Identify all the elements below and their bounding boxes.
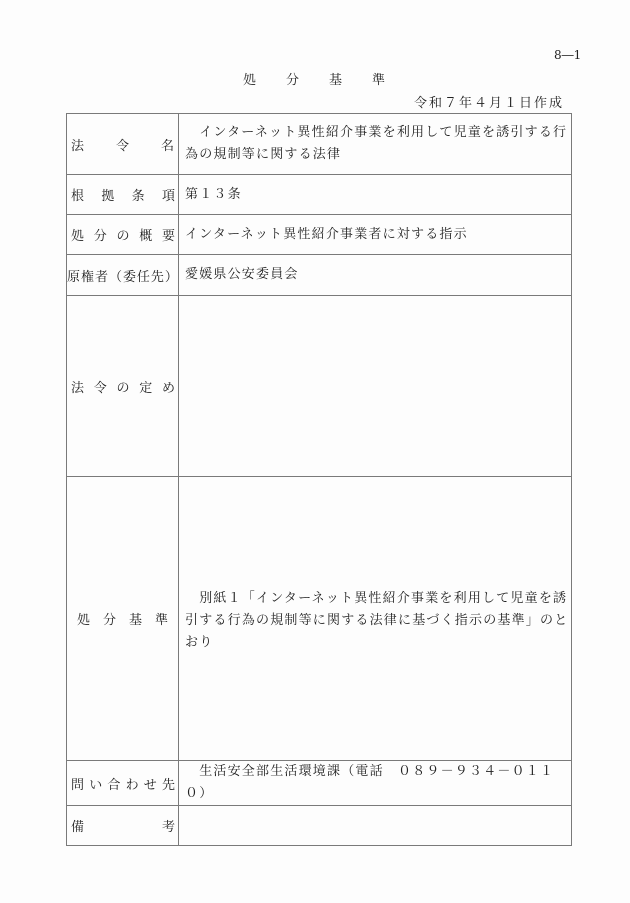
label-char: 分 — [93, 229, 107, 244]
label-char: 基 — [128, 613, 142, 628]
label-char: （ — [108, 269, 122, 285]
original-authority-value: 愛媛県公安委員会 — [179, 255, 572, 296]
table-row-legal-basis — [67, 175, 572, 215]
table-row-disposition-standard — [67, 477, 572, 761]
label-char: 拠 — [101, 189, 115, 204]
label-char: の — [116, 229, 130, 244]
page-number: 8―1 — [554, 48, 582, 62]
row-label — [67, 175, 179, 215]
label-char: 根 — [71, 189, 85, 204]
table-row-legal-provisions — [67, 296, 572, 477]
legal-provisions-value — [179, 296, 572, 477]
row-label — [67, 296, 179, 477]
label-char: 法 — [71, 380, 85, 396]
legal-basis-value: 第１３条 — [179, 175, 572, 215]
document-title — [243, 69, 415, 88]
row-label — [67, 477, 179, 761]
label-char: 原 — [67, 269, 81, 285]
label-char: の — [116, 380, 130, 396]
label-char: 権 — [80, 269, 94, 285]
label-char: 要 — [161, 229, 175, 244]
label-char: 処 — [77, 613, 91, 628]
remarks-value — [179, 806, 572, 846]
label-char: 令 — [93, 380, 107, 396]
label-char: 定 — [139, 380, 153, 396]
row-label — [67, 761, 179, 806]
label-char: 概 — [139, 229, 153, 244]
label-char: わ — [125, 777, 139, 793]
title-char: 処 — [243, 73, 257, 88]
label-char: ） — [164, 269, 178, 285]
label-char: 先 — [150, 269, 164, 285]
label-char: 考 — [161, 820, 175, 835]
label-char: 合 — [107, 777, 121, 793]
row-label — [67, 806, 179, 846]
label-char: 名 — [160, 138, 174, 154]
row-label — [67, 255, 179, 296]
label-char: 先 — [161, 777, 175, 793]
title-char: 基 — [329, 73, 343, 88]
created-date: 令和７年４月１日作成 — [414, 96, 565, 111]
contact-value: 生活安全部生活環境課（電話 ０８９－９３４－０１１０） — [179, 761, 572, 806]
label-char: 者 — [94, 269, 108, 285]
label-char: 処 — [71, 229, 85, 244]
row-label — [67, 215, 179, 255]
label-char: 任 — [136, 269, 150, 285]
table-row-contact — [67, 761, 572, 806]
table-row-remarks — [67, 806, 572, 846]
label-char: 分 — [102, 613, 116, 628]
title-char: 準 — [372, 73, 386, 88]
label-char: せ — [143, 777, 157, 793]
table-row-original-authority — [67, 255, 572, 296]
label-char: 項 — [161, 189, 175, 204]
disposition-standard-value: 別紙１「インターネット異性紹介事業を利用して児童を誘引する行為の規制等に関する法律に基づく指示の基準」のとおり — [179, 477, 572, 761]
disposition-summary-value: インターネット異性紹介事業者に対する指示 — [179, 215, 572, 255]
table-row-disposition-summary — [67, 215, 572, 255]
label-char: 備 — [71, 820, 85, 835]
disposition-standards-table — [66, 113, 572, 846]
label-char: 準 — [154, 613, 168, 628]
label-char: い — [89, 777, 103, 793]
label-char: 法 — [71, 138, 85, 154]
title-char: 分 — [286, 73, 300, 88]
label-char: 問 — [71, 777, 85, 793]
table-row-law-name — [67, 114, 572, 175]
label-char: 委 — [122, 269, 136, 285]
row-label — [67, 114, 179, 175]
label-char: 令 — [115, 138, 129, 154]
law-name-value: インターネット異性紹介事業を利用して児童を誘引する行為の規制等に関する法律 — [179, 114, 572, 175]
label-char: 条 — [131, 189, 145, 204]
label-char: め — [161, 380, 175, 396]
